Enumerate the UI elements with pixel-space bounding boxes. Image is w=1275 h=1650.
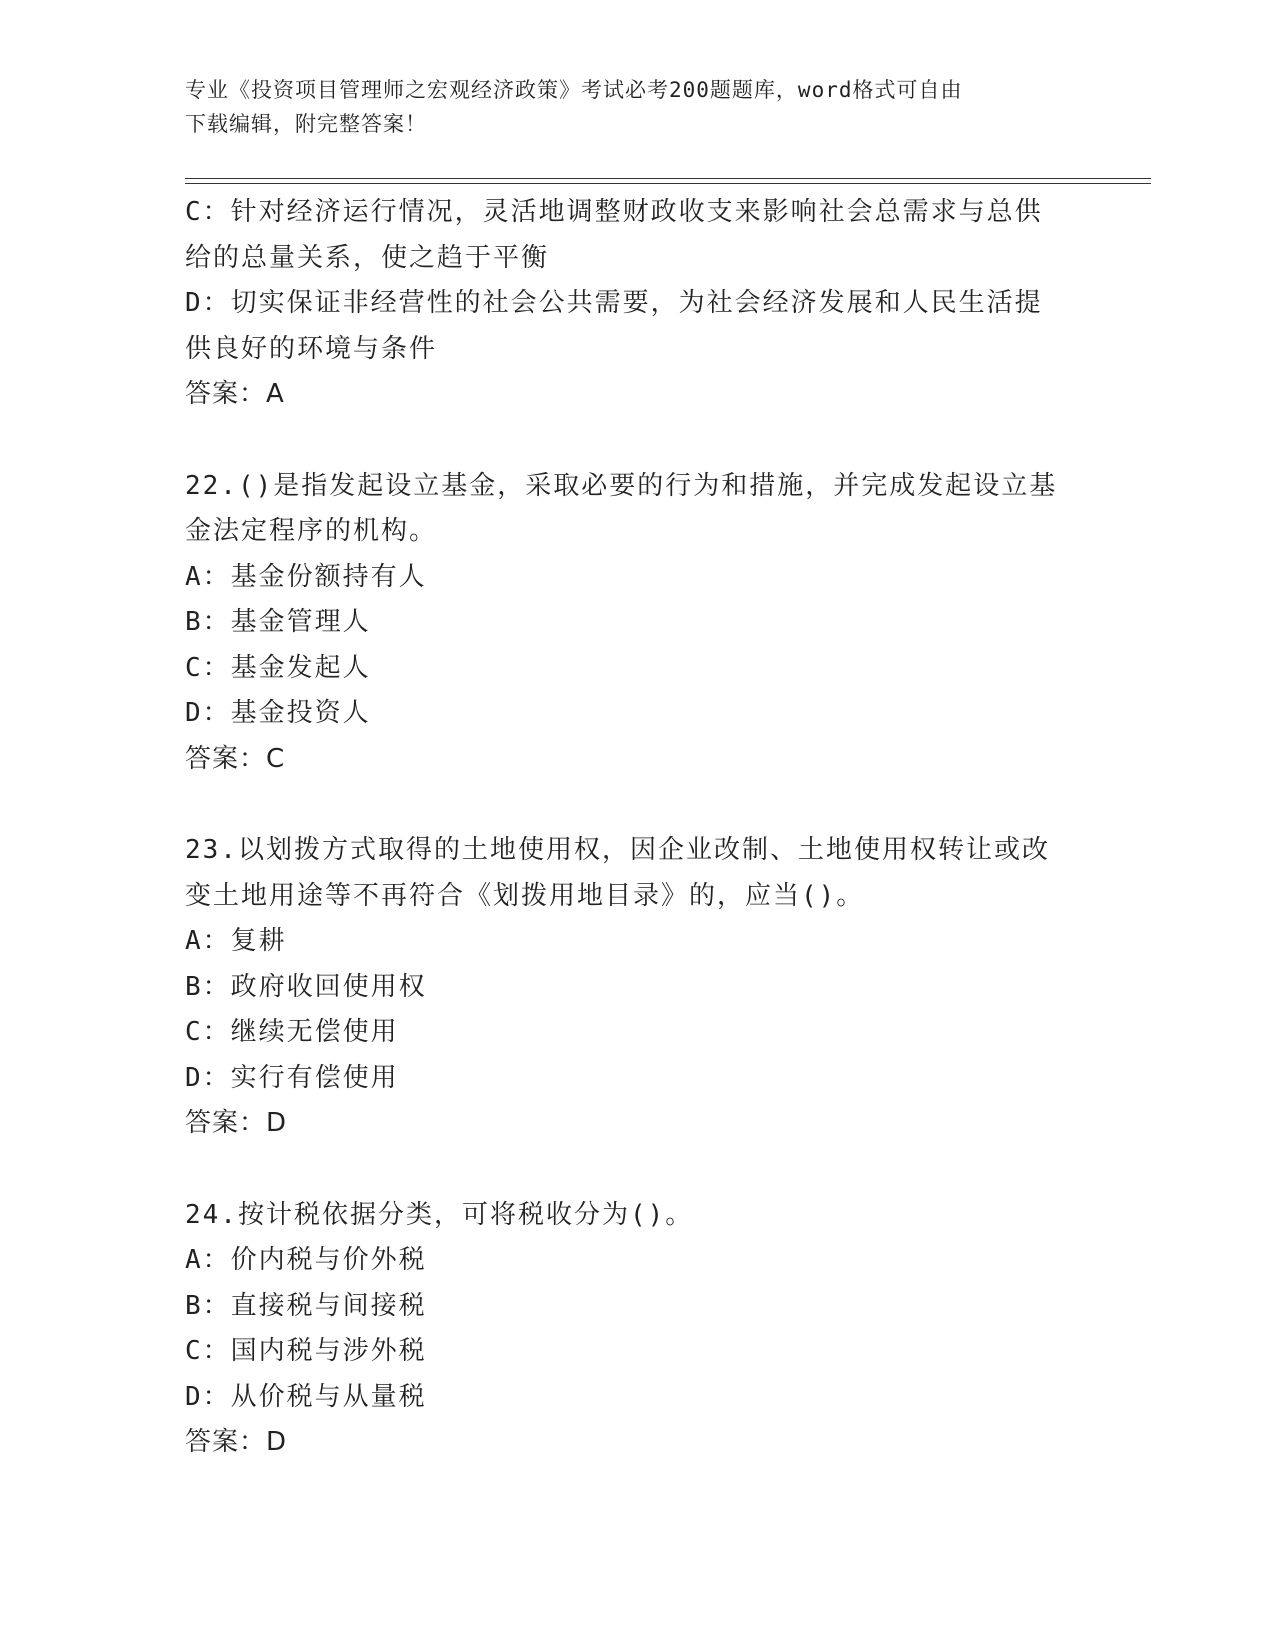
option-d: D：基金投资人 xyxy=(185,698,371,728)
option-d: D：实行有偿使用 xyxy=(185,1062,399,1093)
question-stem-line-2: 金法定程序的机构。 xyxy=(185,516,438,546)
option-c: C：继续无偿使用 xyxy=(185,1017,399,1047)
question-stem-line-2: 变土地用途等不再符合《划拨用地目录》的，应当()。 xyxy=(185,880,865,911)
question-stem-line-1: 24.按计税依据分类，可将税收分为()。 xyxy=(185,1199,694,1230)
spacer xyxy=(185,782,1085,828)
question-24 xyxy=(185,1193,1085,1466)
header-divider-top xyxy=(185,178,1151,179)
header-divider-bottom xyxy=(185,183,1151,184)
question-23 xyxy=(185,828,1085,1147)
option-a: A：价内税与价外税 xyxy=(185,1245,427,1275)
header-line-1: 专业《投资项目管理师之宏观经济政策》考试必考200题题库，word格式可自由 xyxy=(185,78,963,102)
option-c: C：基金发起人 xyxy=(185,652,371,683)
answer-22: 答案：C xyxy=(185,743,286,774)
answer-24: 答案：D xyxy=(185,1427,288,1457)
question-21-tail xyxy=(185,190,1085,418)
question-stem-line-1: 22.()是指发起设立基金，采取必要的行为和措施，并完成发起设立基 xyxy=(185,470,1058,501)
option-b: B：直接税与间接税 xyxy=(185,1290,427,1321)
question-stem-line-1: 23.以划拨方式取得的土地使用权，因企业改制、土地使用权转让或改 xyxy=(185,835,1050,865)
spacer xyxy=(185,1147,1085,1193)
answer-21: 答案：A xyxy=(185,379,285,409)
option-c-line-1: C：针对经济运行情况，灵活地调整财政收支来影响社会总需求与总供 xyxy=(185,197,1043,227)
option-c: C：国内税与涉外税 xyxy=(185,1336,427,1366)
option-d: D：从价税与从量税 xyxy=(185,1381,427,1412)
option-a: A：复耕 xyxy=(185,926,287,956)
option-c-line-2: 给的总量关系，使之趋于平衡 xyxy=(185,242,550,273)
option-d-line-2: 供良好的环境与条件 xyxy=(185,333,438,364)
question-22 xyxy=(185,464,1085,783)
option-d-line-1: D：切实保证非经营性的社会公共需要，为社会经济发展和人民生活提 xyxy=(185,288,1043,318)
header-line-2: 下载编辑，附完整答案！ xyxy=(185,112,427,136)
option-a: A：基金份额持有人 xyxy=(185,561,427,592)
option-b: B：基金管理人 xyxy=(185,607,371,637)
spacer xyxy=(185,418,1085,464)
document-header xyxy=(185,73,1085,141)
question-list xyxy=(185,190,1085,1466)
option-b: B：政府收回使用权 xyxy=(185,971,427,1002)
answer-23: 答案：D xyxy=(185,1108,288,1138)
